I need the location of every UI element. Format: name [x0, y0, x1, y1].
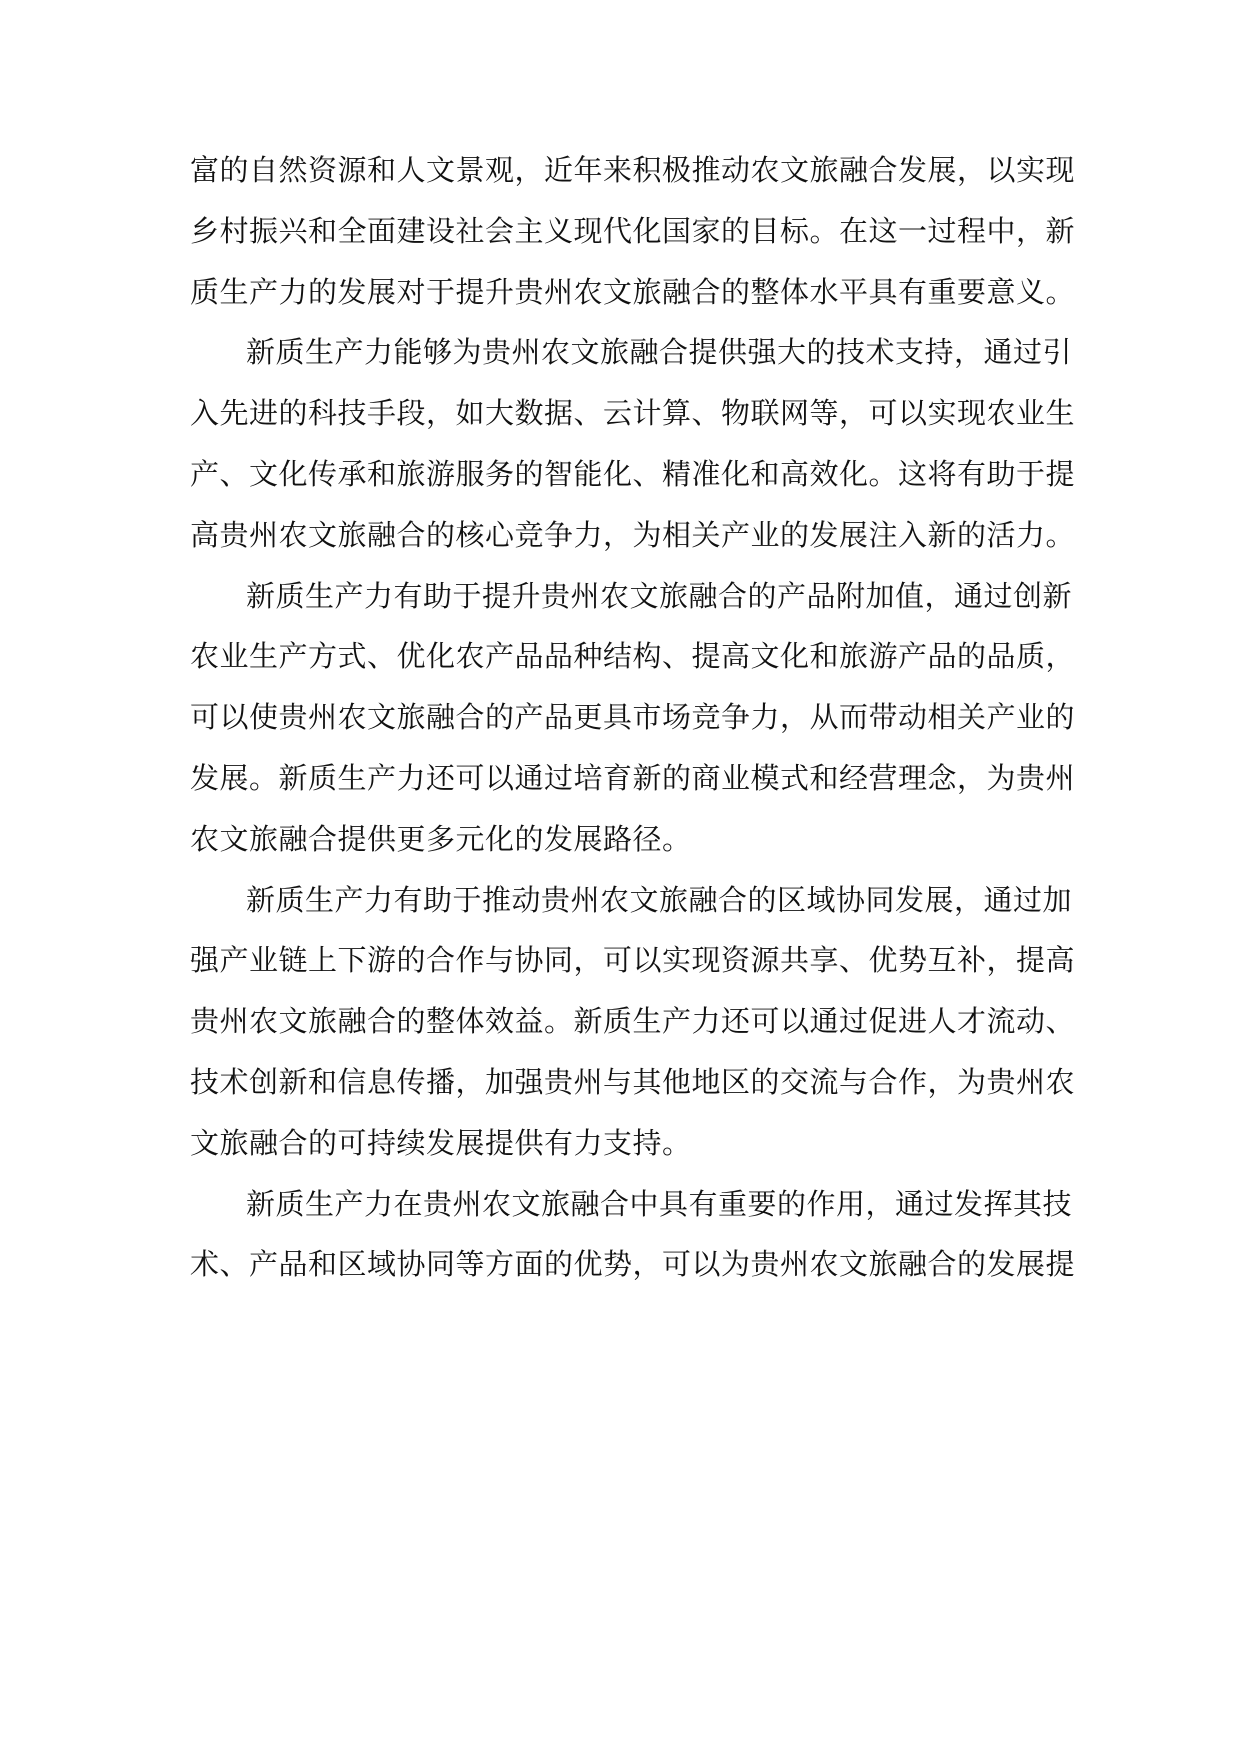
- text-line: 产、文化传承和旅游服务的智能化、精准化和高效化。这将有助于提: [190, 456, 1076, 491]
- text-line: 农业生产方式、优化农产品品种结构、提高文化和旅游产品的品质，: [190, 639, 1076, 674]
- text-line: 入先进的科技手段，如大数据、云计算、物联网等，可以实现农业生: [190, 396, 1076, 431]
- text-line: 乡村振兴和全面建设社会主义现代化国家的目标。在这一过程中，新: [190, 213, 1076, 248]
- text-line: 高贵州农文旅融合的核心竞争力，为相关产业的发展注入新的活力。: [190, 517, 1076, 552]
- body-text: [190, 140, 1076, 1295]
- paragraph-first-line: 新质生产力有助于提升贵州农文旅融合的产品附加值，通过创新: [246, 578, 1073, 613]
- text-line: 富的自然资源和人文景观，近年来积极推动农文旅融合发展，以实现: [190, 153, 1076, 187]
- text-line: 技术创新和信息传播，加强贵州与其他地区的交流与合作，为贵州农: [190, 1064, 1076, 1099]
- text-line: 文旅融合的可持续发展提供有力支持。: [190, 1125, 692, 1160]
- text-line: 术、产品和区域协同等方面的优势，可以为贵州农文旅融合的发展提: [190, 1247, 1076, 1282]
- paragraph-first-line: 新质生产力有助于推动贵州农文旅融合的区域协同发展，通过加: [246, 882, 1073, 917]
- text-line: 质生产力的发展对于提升贵州农文旅融合的整体水平具有重要意义。: [190, 274, 1076, 309]
- paragraph-first-line: 新质生产力在贵州农文旅融合中具有重要的作用，通过发挥其技: [246, 1186, 1073, 1221]
- text-line: 发展。新质生产力还可以通过培育新的商业模式和经营理念，为贵州: [190, 760, 1076, 795]
- paragraph-first-line: 新质生产力能够为贵州农文旅融合提供强大的技术支持，通过引: [246, 335, 1073, 370]
- text-line: 可以使贵州农文旅融合的产品更具市场竞争力，从而带动相关产业的: [190, 700, 1076, 735]
- text-line: 贵州农文旅融合的整体效益。新质生产力还可以通过促进人才流动、: [190, 1004, 1076, 1039]
- text-line: 强产业链上下游的合作与协同，可以实现资源共享、优势互补，提高: [190, 943, 1076, 978]
- text-line: 农文旅融合提供更多元化的发展路径。: [190, 821, 692, 856]
